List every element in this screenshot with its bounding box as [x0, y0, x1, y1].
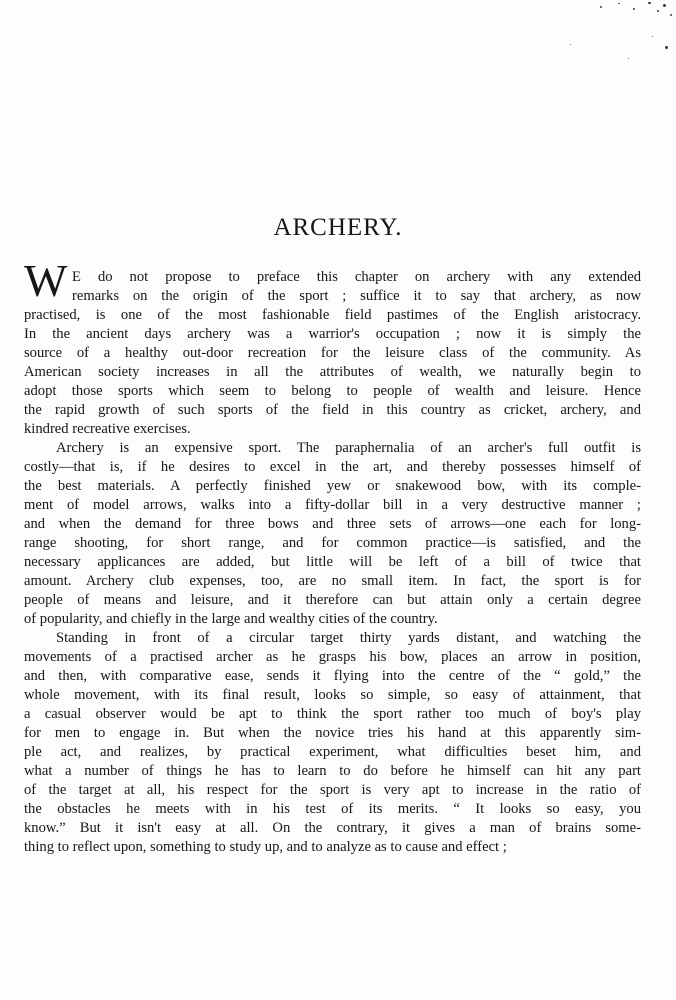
- text-line: range shooting, for short range, and for common practice—is satisfied, and the: [24, 535, 641, 551]
- text-line: necessary applicances are added, but little will be left of a bill of twice that: [24, 554, 641, 570]
- text-line: of popularity, and chiefly in the large and wealthy cities of the country.: [24, 611, 438, 627]
- chapter-text: [24, 268, 641, 857]
- scan-speck: [600, 6, 602, 8]
- text-line: amount. Archery club expenses, too, are no small item. In fact, the sport is for: [24, 573, 641, 589]
- text-line: Standing in front of a circular target thirty yards distant, and watching the: [56, 630, 641, 646]
- text-line: American society increases in all the attributes of wealth, we naturally begin to: [24, 364, 641, 380]
- page-title: ARCHERY.: [273, 214, 403, 241]
- text-line: ple act, and realizes, by practical experiment, what difficulties beset him, and: [24, 744, 641, 760]
- text-line: kindred recreative exercises.: [24, 421, 191, 437]
- text-line: Archery is an expensive sport. The paraphernalia of an archer's full outfit is: [56, 440, 641, 456]
- text-line: what a number of things he has to learn to do before he himself can hit any part: [24, 763, 641, 779]
- text-line: whole movement, with its final result, looks so simple, so easy of attainment, that: [24, 687, 641, 703]
- scan-speck: [648, 2, 651, 4]
- drop-cap: W: [24, 255, 68, 306]
- text-line: and then, with comparative ease, sends it flying into the centre of the “ gold,” the: [24, 668, 641, 684]
- text-line: know.” But it isn't easy at all. On the contrary, it gives a man of brains some-: [24, 820, 641, 836]
- text-line: people of means and leisure, and it therefore can but attain only a certain degree: [24, 592, 641, 608]
- text-line: of the target at all, his respect for the sport is very apt to increase in the ratio of: [24, 782, 641, 798]
- text-line: and when the demand for three bows and three sets of arrows—one each for long-: [24, 516, 641, 532]
- text-line: for men to engage in. But when the novice tries his hand at this apparently sim-: [24, 725, 641, 741]
- scan-speck: [657, 10, 659, 12]
- text-line: source of a healthy out-door recreation for the leisure class of the community. As: [24, 345, 641, 361]
- scan-speck: [628, 58, 629, 59]
- text-line: the obstacles he meets with in his test of its merits. “ It looks so easy, you: [24, 801, 641, 817]
- scan-speck: [670, 14, 672, 16]
- text-line: ment of model arrows, walks into a fifty-dollar bill in a very destructive manner ;: [24, 497, 641, 513]
- text-line: thing to reflect upon, something to study up, and to analyze as to cause and effect ;: [24, 839, 507, 855]
- scan-speck: [665, 46, 668, 49]
- text-line: In the ancient days archery was a warrior's occupation ; now it is simply the: [24, 326, 641, 342]
- text-line: E do not propose to preface this chapter on archery with any extended: [72, 269, 641, 285]
- text-line: movements of a practised archer as he grasps his bow, places an arrow in position,: [24, 649, 641, 665]
- scan-speck: [618, 3, 620, 4]
- text-line: remarks on the origin of the sport ; suffice it to say that archery, as now: [72, 288, 641, 304]
- text-line: the rapid growth of such sports of the field in this country as cricket, archery, and: [24, 402, 641, 418]
- text-line: costly—that is, if he desires to excel in the art, and thereby possesses himself of: [24, 459, 641, 475]
- scan-speck: [633, 8, 635, 10]
- text-line: the best materials. A perfectly finished yew or snakewood bow, with its comple-: [24, 478, 641, 494]
- text-line: practised, is one of the most fashionable field pastimes of the English aristocracy.: [24, 307, 641, 323]
- text-line: adopt those sports which seem to belong to people of wealth and leisure. Hence: [24, 383, 641, 399]
- scan-speck: [652, 36, 653, 37]
- scan-speck: [663, 4, 666, 7]
- text-line: a casual observer would be apt to think the sport rather too much of boy's play: [24, 706, 641, 722]
- scan-speck: [570, 44, 571, 45]
